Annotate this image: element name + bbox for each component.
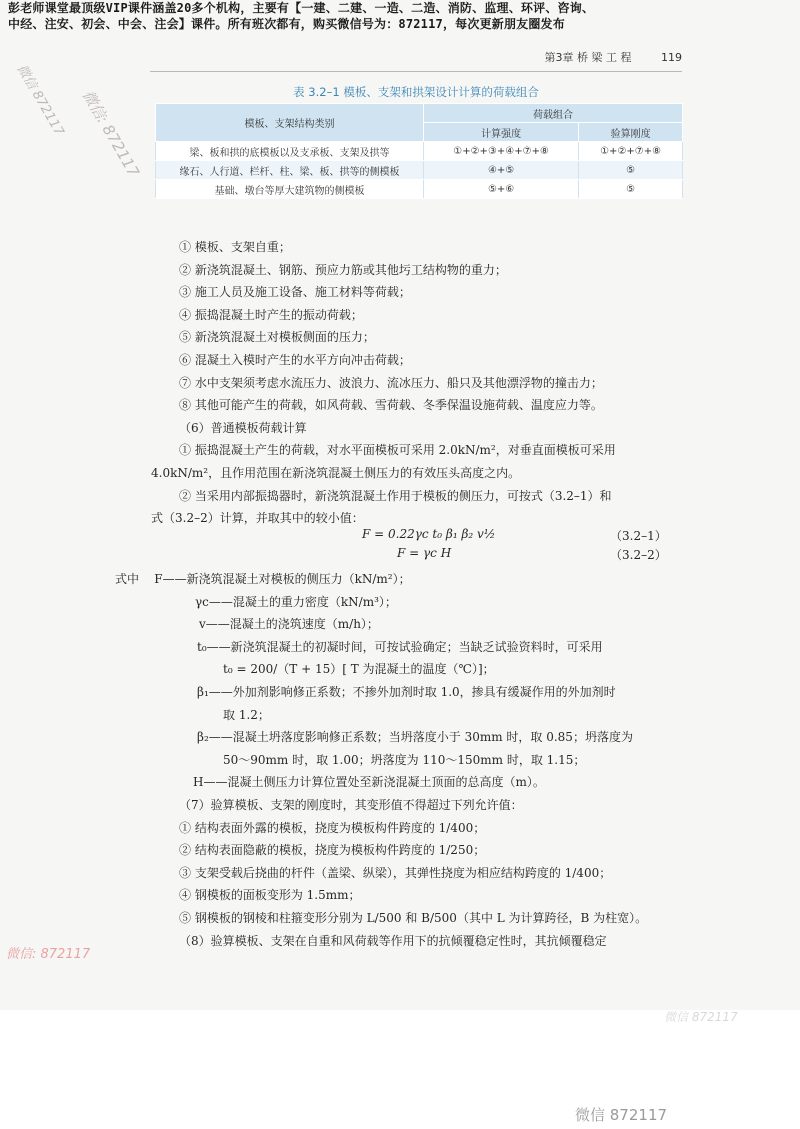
paragraph: ① 振捣混凝土产生的荷载，对水平面模板可采用 2.0kN/m²，对垂直面模板可采用: [179, 443, 616, 458]
load-item: ① 模板、支架自重；: [179, 240, 291, 254]
list-item: ② 结构表面隐蔽的模板，挠度为模板构件跨度的 1/250；: [179, 843, 486, 858]
section-7-heading: （7）验算模板、支架的刚度时，其变形值不得超过下列允许值：: [179, 797, 523, 812]
page-header: [150, 48, 682, 72]
definition-H: H——混凝土侧压力计算位置处至新浇混凝土顶面的总高度（m）。: [193, 775, 545, 790]
formula-3-2-2: F = γc H: [397, 546, 452, 560]
col-load-combination: 荷载组合: [424, 104, 683, 123]
body-text: [151, 236, 683, 530]
cell-stiffness: ⑤: [579, 161, 683, 180]
definition-v: v——混凝土的浇筑速度（m/h）；: [199, 617, 379, 632]
col-stiffness: 验算刚度: [579, 123, 683, 142]
watermark: 微信 872117: [575, 1106, 668, 1124]
page-number: 119: [661, 51, 682, 64]
promo-line-1: 彭老师课堂最顶级VIP课件涵盖20多个机构，主要有【一建、二建、一造、二造、消防、监理、环评、咨询、: [8, 1, 595, 15]
definition-beta1: β₁——外加剂影响修正系数；不掺外加剂时取 1.0，掺具有缓凝作用的外加剂时: [197, 684, 616, 699]
col-structure-type: 模板、支架结构类别: [156, 104, 424, 142]
definition-F: [115, 568, 683, 591]
promo-line-2: 中经、注安、初会、中会、注会】课件。所有班次都有，购买微信号为：872117，每次更新朋友圈发布: [8, 17, 565, 31]
load-item: ② 新浇筑混凝土、钢筋、预应力筋或其他圬工结构物的重力；: [179, 262, 507, 277]
promo-banner: [0, 0, 800, 32]
definition-lead: 式中: [115, 572, 140, 586]
table-row: [156, 180, 683, 199]
section-6-heading: （6）普通模板荷载计算: [179, 420, 307, 435]
cell-type: 梁、板和拱的底模板以及支承板、支架及拱等: [156, 142, 424, 161]
table-row: [156, 142, 683, 161]
list-item: ⑤ 钢模板的钢棱和柱箍变形分别为 L/500 和 B/500（其中 L 为计算跨径，B 为柱宽）。: [179, 910, 648, 925]
definition-t0: t₀——新浇筑混凝土的初凝时间，可按试验确定；当缺乏试验资料时，可采用: [197, 639, 603, 654]
load-item: ⑤ 新浇筑混凝土对模板侧面的压力；: [179, 330, 375, 345]
chapter-title: 第3章 桥 梁 工 程: [544, 51, 632, 64]
cell-stiffness: ⑤: [579, 180, 683, 199]
cell-strength: ①+②+③+④+⑦+⑧: [424, 142, 579, 161]
cell-type: 基础、墩台等厚大建筑物的侧模板: [156, 180, 424, 199]
paragraph: ② 当采用内部振捣器时，新浇筑混凝土作用于模板的侧压力，可按式（3.2–1）和: [179, 488, 612, 503]
definition-beta1-cont: 取 1.2；: [223, 707, 270, 722]
variable-definitions: [115, 568, 683, 952]
watermark: 微信: 872117: [6, 947, 91, 962]
col-strength: 计算强度: [424, 123, 579, 142]
cell-strength: ⑤+⑥: [424, 180, 579, 199]
cell-strength: ④+⑤: [424, 161, 579, 180]
list-item: ① 结构表面外露的模板，挠度为模板构件跨度的 1/400；: [179, 820, 486, 835]
load-item: ④ 振捣混凝土时产生的振动荷载；: [179, 307, 363, 322]
formula-number: （3.2–1）: [610, 529, 667, 543]
formula-3-2-1: F = 0.22γc t₀ β₁ β₂ v½: [362, 527, 496, 541]
paragraph: 4.0kN/m²，且作用范围在新浇筑混凝土侧压力的有效压头高度之内。: [151, 465, 521, 480]
formula-number: （3.2–2）: [610, 548, 667, 562]
load-item: ⑦ 水中支架须考虑水流压力、波浪力、流冰压力、船只及其他漂浮物的撞击力；: [179, 375, 603, 390]
definition-beta2: β₂——混凝土坍落度影响修正系数；当坍落度小于 30mm 时，取 0.85；坍落度为: [197, 730, 633, 745]
watermark: 微信 872117: [664, 1010, 738, 1024]
table-title: 表 3.2–1 模板、支架和拱架设计计算的荷载组合: [293, 85, 539, 99]
definition-text: F——新浇筑混凝土对模板的侧压力（kN/m²）；: [154, 572, 411, 586]
load-combination-table: [155, 103, 683, 199]
definition-gamma: γc——混凝土的重力密度（kN/m³）；: [195, 594, 397, 609]
list-item: ③ 支架受载后挠曲的杆件（盖梁、纵梁），其弹性挠度为相应结构跨度的 1/400；: [179, 865, 612, 880]
watermark: 微信: 872117: [78, 87, 143, 181]
section-8-heading: （8）验算模板、支架在自重和风荷载等作用下的抗倾覆稳定性时，其抗倾覆稳定: [179, 933, 607, 948]
paragraph: 式（3.2–2）计算，并取其中的较小值：: [151, 511, 364, 526]
list-item: ④ 钢模板的面板变形为 1.5mm；: [179, 888, 361, 903]
cell-type: 缘石、人行道、栏杆、柱、梁、板、拱等的侧模板: [156, 161, 424, 180]
load-item: ⑧ 其他可能产生的荷载，如风荷载、雪荷载、冬季保温设施荷载、温度应力等。: [179, 398, 603, 413]
definition-t0-cont: t₀ = 200/（T + 15）[ T 为混凝土的温度（℃）]；: [223, 662, 495, 677]
definition-beta2-cont: 50～90mm 时，取 1.00；坍落度为 110～150mm 时，取 1.15；: [223, 752, 586, 767]
table-row: [156, 161, 683, 180]
load-item: ⑥ 混凝土入模时产生的水平方向冲击荷载；: [179, 352, 411, 367]
watermark: 微信 872117: [13, 62, 67, 139]
load-item: ③ 施工人员及施工设备、施工材料等荷载；: [179, 285, 411, 300]
cell-stiffness: ①+②+⑦+⑧: [579, 142, 683, 161]
